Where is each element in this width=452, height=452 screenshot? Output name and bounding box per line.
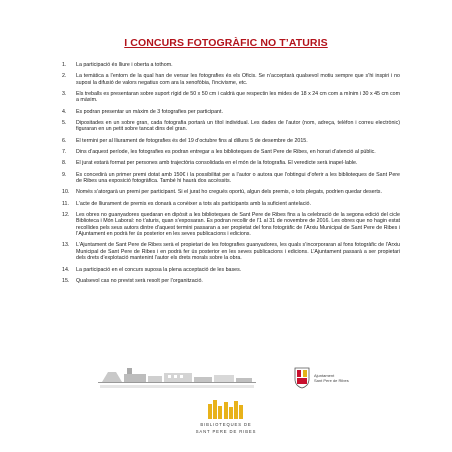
rule-item <box>62 172 400 185</box>
rule-item <box>62 160 400 166</box>
rule-number: 3. <box>62 91 67 97</box>
rule-number: 15. <box>62 277 70 284</box>
rule-number: 10. <box>62 189 70 196</box>
ajuntament-logo-text <box>314 373 349 383</box>
rule-item <box>62 138 400 144</box>
rule-number: 9. <box>62 171 67 178</box>
coat-of-arms-icon <box>294 367 310 389</box>
rule-text: Els treballs es presentaran sobre suport rígid de 50 x 50 cm i caldrà que respectin les mides de 18 x 24 cm com a mínim i 30 x 45 cm com a màxim. <box>76 91 400 104</box>
rule-text: La participació en el concurs suposa la plena acceptació de les bases. <box>76 266 242 273</box>
rule-item <box>62 109 400 115</box>
rule-text: El jurat estarà format per persones amb trajectòria consolidada en el món de la fotografia. El veredicte serà inapel·lable. <box>76 160 358 167</box>
rule-text: Només s’atorgarà un premi per participant. Si el jurat ho cregués oportú, algun dels premis, o tots plegats, podrien quedar deserts. <box>76 189 382 196</box>
rule-number: 1. <box>62 62 67 68</box>
rule-item <box>62 189 400 195</box>
rule-item <box>62 212 400 238</box>
rule-number: 7. <box>62 149 67 155</box>
rule-item <box>62 62 400 68</box>
rules-list <box>62 62 400 289</box>
rule-text: Dins d’aquest període, les fotografies es podran entregar a les biblioteques de Sant Pere de Ribes, en horari d’atenció al públic. <box>76 149 376 155</box>
rule-number: 5. <box>62 120 67 126</box>
building-illustration-logo <box>98 364 256 392</box>
rule-text: El termini per al lliurament de fotografies és del 19 d’octubre fins al dilluns 5 de desembre de 2015. <box>76 137 308 144</box>
ajuntament-logo <box>294 367 374 391</box>
rule-item <box>62 242 400 261</box>
biblioteques-label-1: BIBLIOTEQUES DE <box>200 422 252 427</box>
rule-number: 12. <box>62 211 70 218</box>
rule-text: Es podran presentar un màxim de 3 fotografies per participant. <box>76 108 223 115</box>
ajuntament-line-1: Ajuntament <box>314 373 335 378</box>
rule-text: La participació és lliure i oberta a tothom. <box>76 62 173 68</box>
rule-number: 14. <box>62 266 70 273</box>
rule-number: 13. <box>62 242 70 249</box>
rule-text: L’Ajuntament de Sant Pere de Ribes serà el propietari de les fotografies guanyadores, les quals s’incorporaran al fons fotogràfic de l’Arxiu Municipal de Sant Pere de Ribes i en podrà fer ús posterior en les seves publicacions i edicions. L’Ajuntament passarà a ser propietari dels drets d’explotació mantenint l’autor els drets morals sobre la obra. <box>76 242 400 262</box>
rule-text: Es concedirà un primer premi dotat amb 150€ i la possibilitat per a l’autor o autora que l’obtingui d’oferir a les biblioteques de Sant Pere de Ribes una exposició fotogràfica. També hi haurà dos accèssits. <box>76 171 400 184</box>
rule-item <box>62 149 400 155</box>
rule-item <box>62 120 400 133</box>
document-title: I CONCURS FOTOGRÀFIC NO T’ATURIS <box>124 37 328 49</box>
rule-number: 4. <box>62 108 67 115</box>
rule-text: Les obres no guanyadores quedaran en dipòsit a les biblioteques de Sant Pere de Ribes fins a la celebració de la segona edició del cicle Biblioteca i Món Laboral: no t’aturis, quan s’exposaran. Es podran recollir de l’1 al 31 de novembre de 2016. Les obres que no hagin estat recollides pels seus autors dintre d’aquest termini passaran a ser propietat del fons fotogràfic de l’Arxiu Municipal de Sant Pere de Ribes i l’Ajuntament en podrà fer ús posterior en les seves publicacions i edicions. <box>76 211 400 238</box>
rule-text: Qualsevol cas no previst serà resolt per l’organització. <box>76 277 203 284</box>
rule-number: 6. <box>62 137 67 144</box>
biblioteques-label-2: SANT PERE DE RIBES <box>195 429 257 434</box>
biblioteques-logo <box>186 398 266 442</box>
rule-item <box>62 201 400 207</box>
books-icon <box>206 398 246 420</box>
rule-text: La temàtica a l’entorn de la qual han de versar les fotografies és els Oficis. Se n’acceptarà qualsevol motiu sempre que s’hi inspiri i no suposi la difusió de valors negatius com ara la xenofòbia, l’incivisme, etc. <box>76 73 400 86</box>
rule-item <box>62 73 400 86</box>
footer-logos <box>98 364 366 394</box>
rule-item <box>62 278 400 284</box>
rule-text: L’acte de lliurament de premis es donarà a conèixer a tots als participants amb la suficient antelació. <box>76 200 311 207</box>
rule-number: 11. <box>62 200 69 207</box>
ajuntament-line-2: Sant Pere de Ribes <box>314 378 349 383</box>
rule-number: 8. <box>62 160 67 167</box>
rule-item <box>62 267 400 273</box>
rule-item <box>62 91 400 104</box>
rule-number: 2. <box>62 73 67 80</box>
rule-text: Dipositades en un sobre gran, cada fotografia portarà un títol individual. Les dades de l’autor (nom, adreça, telèfon i correu electrònic) figuraran en un petit sobre tancat dins del gran. <box>76 120 400 133</box>
